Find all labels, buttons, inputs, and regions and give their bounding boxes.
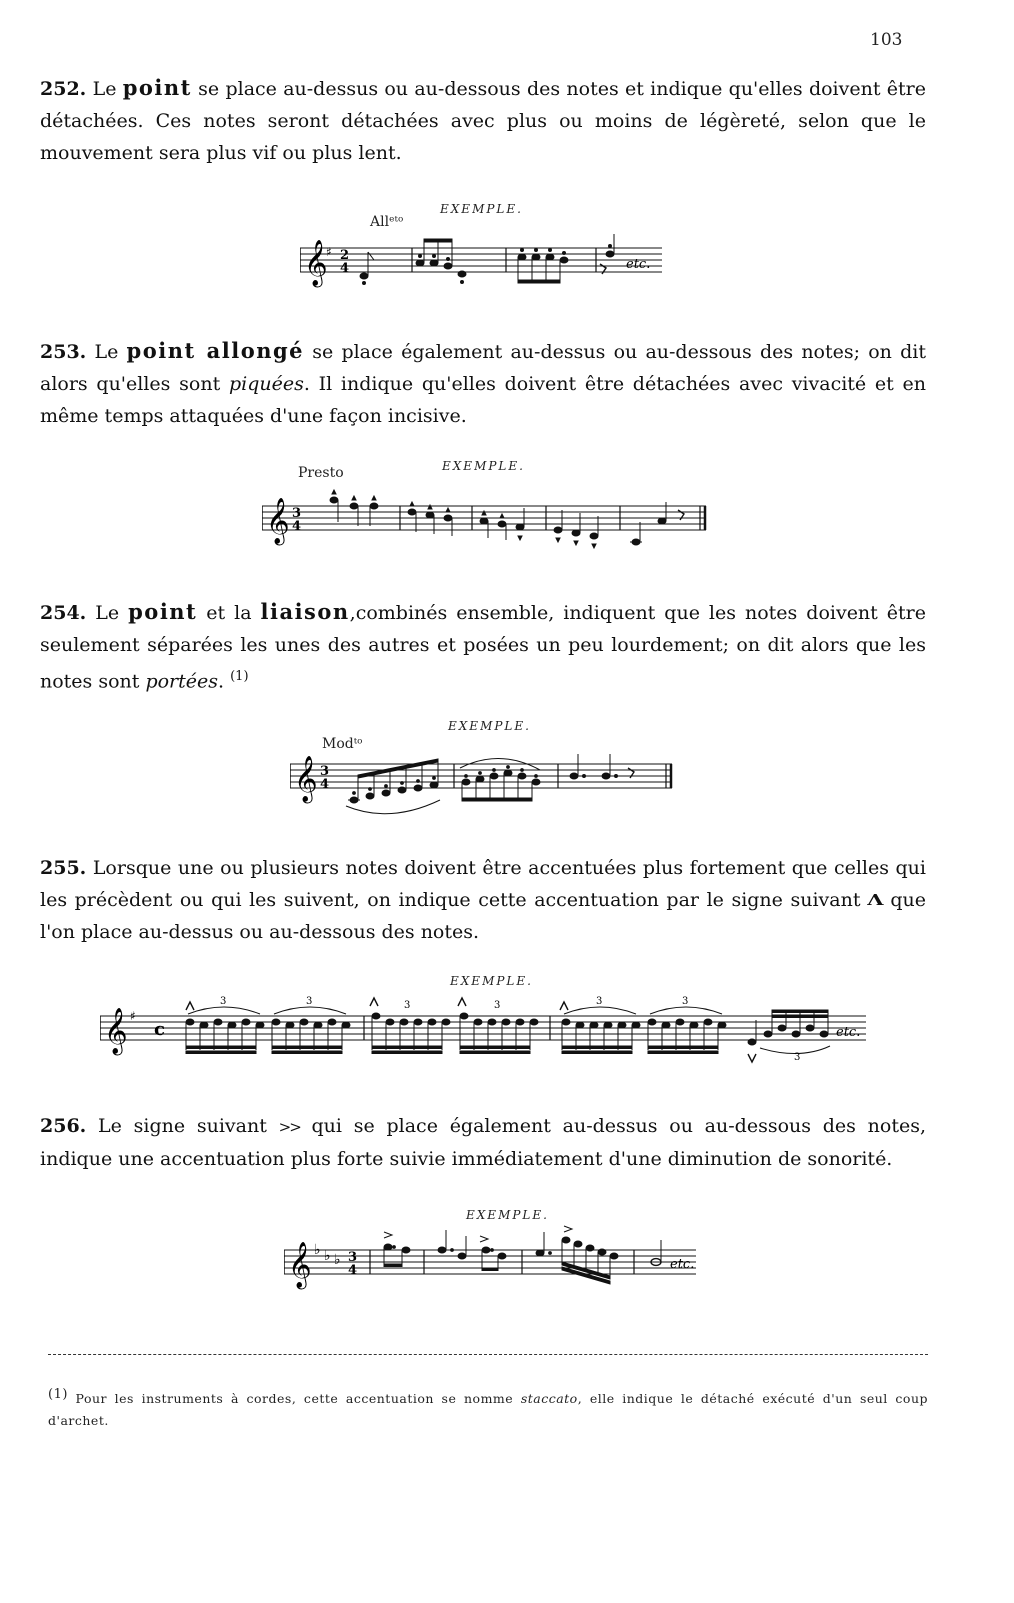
example-label: EXEMPLE. (442, 459, 525, 473)
time-sig-bottom: 4 (340, 261, 350, 276)
decrescendo-sign: >> (278, 1118, 300, 1136)
text: . (218, 670, 231, 693)
svg-text:3: 3 (682, 996, 689, 1007)
example-label: EXEMPLE. (448, 719, 531, 733)
text: que l'on place au-dessus ou au-dessous des notes. (40, 889, 926, 943)
text: Le (86, 341, 127, 363)
text: ,combinés ensemble, indiquent que les notes doivent être seulement séparées les unes des autres et posées un peu lourdement; on dit alors que les notes sont (40, 602, 926, 693)
time-sig-top: 3 (348, 1250, 358, 1265)
treble-clef: 𝄞 (304, 240, 328, 286)
text: et la (197, 602, 261, 624)
music-example-255 (100, 990, 872, 1072)
text: . Il indique qu'elles doivent être détachées avec vivacité et en même temps attaquées d'une façon incisive. (40, 373, 926, 427)
flat-sign: ♭ (334, 1252, 341, 1268)
notes (186, 998, 830, 1062)
footnote-ref: (1) (48, 1387, 68, 1402)
text: Pour les instruments à cordes, cette accentuation se nomme (67, 1391, 521, 1407)
keyword: liaison (260, 599, 350, 624)
music-example-256 (284, 1222, 704, 1304)
text: , elle indique le détaché exécuté d'un seul coup d'archet. (48, 1391, 929, 1429)
section-number: 255. (40, 857, 87, 879)
flat-sign: ♭ (314, 1242, 321, 1258)
treble-clef: 𝄞 (288, 1242, 312, 1288)
section-253-text (40, 335, 926, 432)
svg-text:3: 3 (306, 996, 313, 1007)
footnote-ref: (1) (230, 669, 249, 684)
time-sig-top: 3 (292, 506, 302, 521)
section-255-text (40, 852, 926, 948)
svg-text:3: 3 (220, 996, 227, 1007)
time-sig-bottom: 4 (292, 519, 302, 534)
example-label: EXEMPLE. (466, 1208, 549, 1222)
text: Le signe suivant (86, 1115, 279, 1137)
section-number: 254. (40, 602, 87, 624)
section-252-text (40, 72, 926, 169)
text: se place au-dessus ou au-dessous des notes et indique qu'elles doivent être détachées. Ces notes seront détachées avec plus ou moins de légèreté, selon que le mouvement sera plus vif ou plus lent. (40, 78, 926, 164)
italic-term: piquées (228, 373, 304, 395)
flat-sign: ♭ (324, 1248, 331, 1264)
tempo-marking: Presto (298, 465, 344, 481)
italic-term: portées (145, 670, 219, 693)
accent-sign: Λ (867, 891, 884, 909)
notes (360, 234, 614, 285)
footnote (48, 1384, 928, 1432)
common-time: c (154, 1019, 165, 1040)
etc-mark: etc. (670, 1257, 695, 1272)
time-sig-top: 2 (340, 248, 350, 263)
etc-mark: etc. (626, 257, 651, 272)
notes (330, 490, 705, 548)
notes (370, 1226, 661, 1284)
section-number: 253. (40, 341, 87, 363)
time-sig-top: 3 (320, 764, 330, 779)
music-example-252 (300, 230, 670, 300)
treble-clef: 𝄞 (266, 498, 290, 544)
tempo-marking: Allᵉᵗᵒ (370, 214, 404, 230)
notes (346, 754, 671, 814)
keyword: point (122, 75, 192, 100)
text: Le (86, 602, 129, 624)
text: Lorsque une ou plusieurs notes doivent être accentuées plus fortement que celles qui les précèdent ou qui les suivent, on indique cette accentuation par le signe suivant (40, 857, 926, 911)
example-label: EXEMPLE. (450, 974, 533, 988)
section-number: 252. (40, 78, 87, 100)
treble-clef: 𝄞 (294, 756, 318, 802)
page-number: 103 (870, 30, 903, 50)
time-sig-bottom: 4 (348, 1263, 358, 1278)
text: Le (86, 78, 123, 100)
treble-clef: 𝄞 (104, 1008, 128, 1054)
keyword: point allongé (126, 338, 305, 363)
section-254-text (40, 596, 926, 697)
example-label: EXEMPLE. (440, 202, 523, 216)
svg-text:3: 3 (494, 1000, 501, 1011)
svg-text:3: 3 (794, 1052, 801, 1063)
italic-term: staccato (520, 1391, 578, 1407)
sharp-sign: ♯ (326, 245, 332, 259)
time-sig-bottom: 4 (320, 777, 330, 792)
music-example-254 (290, 740, 680, 825)
svg-text:3: 3 (404, 1000, 411, 1011)
text: se place également au-dessus ou au-dessous des notes; on dit alors qu'elles sont (40, 341, 926, 395)
music-example-253 (262, 486, 712, 558)
etc-mark: etc. (836, 1025, 861, 1040)
keyword: point (128, 599, 198, 624)
footnote-divider (48, 1354, 928, 1355)
svg-text:3: 3 (596, 996, 603, 1007)
section-256-text (40, 1110, 926, 1175)
section-number: 256. (40, 1115, 87, 1137)
text: qui se place également au-dessus ou au-dessous des notes, indique une accentuation plus forte suivie immédiatement d'une diminution de sonorité. (40, 1115, 927, 1170)
sharp-sign: ♯ (130, 1009, 136, 1023)
tempo-marking: Modᵗᵒ (322, 736, 363, 752)
